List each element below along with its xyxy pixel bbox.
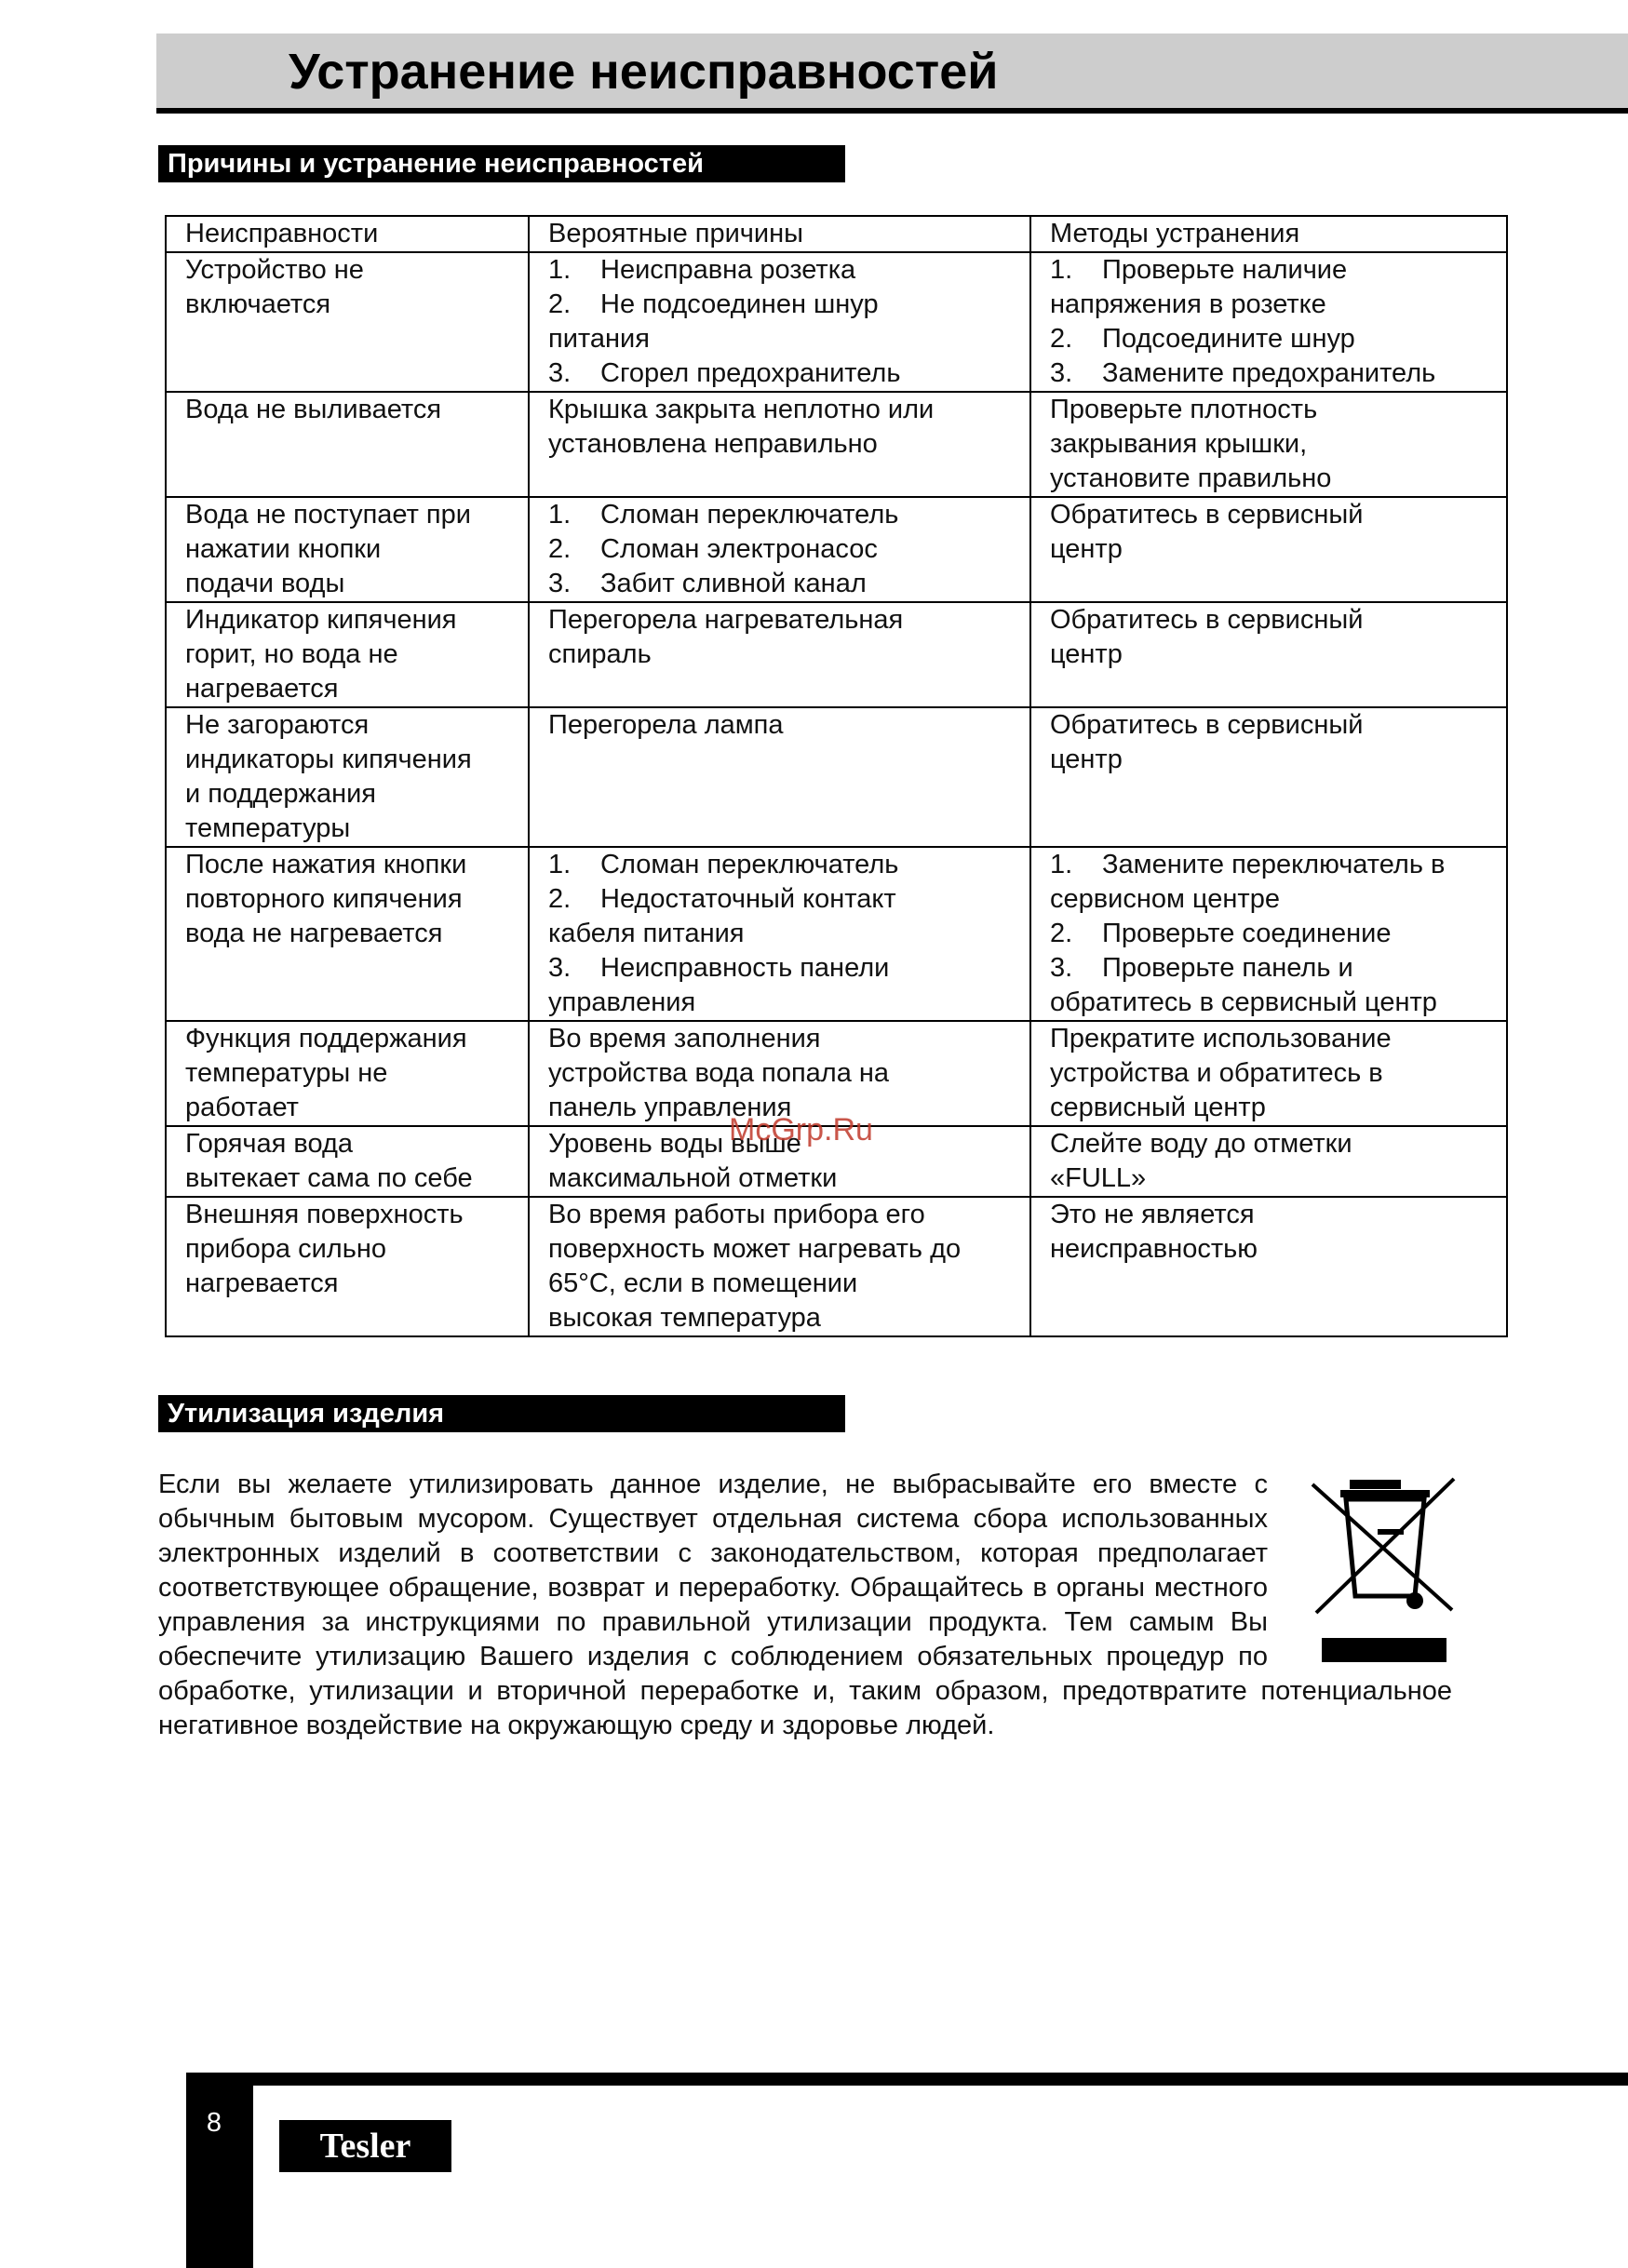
list-text: Обратитесь в сервисный (1050, 710, 1364, 740)
column-header-remedies: Методы устранения (1030, 216, 1507, 252)
problem-line: Внешняя поверхность (185, 1200, 464, 1229)
list-text: центр (1050, 745, 1123, 774)
table-row (166, 847, 1507, 1021)
remedies-line (1050, 637, 1497, 672)
table-row (166, 707, 1507, 847)
page-title: Устранение неисправностей (289, 44, 999, 100)
remedies-line (1050, 1091, 1497, 1125)
list-text: Во время заполнения (548, 1024, 821, 1053)
list-text: 65°C, если в помещении (548, 1268, 858, 1298)
list-text: обратитесь в сервисный центр (1050, 987, 1437, 1017)
page-number: 8 (206, 2108, 222, 2138)
list-text: Сломан переключатель (600, 500, 899, 530)
causes-line (548, 288, 1020, 322)
cell-remedies (1030, 392, 1507, 497)
causes-line (548, 1301, 1020, 1335)
cell-remedies (1030, 707, 1507, 847)
remedies-line (1050, 1022, 1497, 1056)
causes-line (548, 532, 1020, 567)
remedies-line (1050, 1161, 1497, 1196)
list-number: 1. (1050, 850, 1073, 879)
list-number: 2. (548, 884, 572, 914)
causes-line (548, 637, 1020, 672)
problem-line: температуры (185, 813, 351, 843)
problem-line: вытекает сама по себе (185, 1163, 473, 1193)
weee-crossed-bin-icon (1303, 1466, 1467, 1669)
list-text: Это не является (1050, 1200, 1255, 1229)
list-number: 3. (548, 569, 572, 598)
list-number: 3. (548, 358, 572, 388)
causes-line (548, 393, 1020, 427)
cell-problem (166, 847, 529, 1021)
causes-line (548, 603, 1020, 637)
cell-causes (529, 1021, 1030, 1126)
list-text: Уровень воды выше (548, 1129, 801, 1159)
list-text: Замените переключатель в (1102, 850, 1446, 879)
list-number: 2. (548, 534, 572, 564)
problem-line: и поддержания (185, 779, 376, 809)
remedies-line (1050, 356, 1497, 391)
causes-line (548, 708, 1020, 743)
cell-causes (529, 847, 1030, 1021)
cell-problem (166, 707, 529, 847)
list-text: спираль (548, 639, 652, 669)
cell-remedies (1030, 1021, 1507, 1126)
list-text: Сломан электронасос (600, 534, 878, 564)
list-text: управления (548, 987, 696, 1017)
remedies-line (1050, 1127, 1497, 1161)
problem-line: работает (185, 1093, 299, 1122)
cell-causes (529, 707, 1030, 847)
remedies-line (1050, 848, 1497, 882)
table-row (166, 497, 1507, 602)
causes-line (548, 1267, 1020, 1301)
list-text: Проверьте соединение (1102, 919, 1392, 948)
cell-problem (166, 1021, 529, 1126)
causes-line (548, 253, 1020, 288)
causes-line (548, 1056, 1020, 1091)
remedies-line (1050, 882, 1497, 917)
causes-line (548, 427, 1020, 462)
causes-line (548, 917, 1020, 951)
list-number: 2. (1050, 324, 1073, 354)
causes-line (548, 848, 1020, 882)
problem-line: Устройство не (185, 255, 364, 285)
list-text: Слейте воду до отметки (1050, 1129, 1352, 1159)
problem-line: прибора сильно (185, 1234, 386, 1264)
remedies-line (1050, 951, 1497, 986)
list-text: Перегорела лампа (548, 710, 784, 740)
causes-line (548, 1232, 1020, 1267)
problem-line: повторного кипячения (185, 884, 463, 914)
list-text: Сломан переключатель (600, 850, 899, 879)
list-text: высокая температура (548, 1303, 821, 1333)
causes-line (548, 1161, 1020, 1196)
list-number: 2. (548, 289, 572, 319)
cell-problem (166, 252, 529, 392)
list-text: Подсоедините шнур (1102, 324, 1355, 354)
list-number: 3. (1050, 953, 1073, 983)
remedies-line (1050, 427, 1497, 462)
section-header-disposal: Утилизация изделия (158, 1395, 845, 1432)
problem-line: нажатии кнопки (185, 534, 382, 564)
problem-line: горит, но вода не (185, 639, 398, 669)
cell-remedies (1030, 1197, 1507, 1336)
problem-line: Вода не поступает при (185, 500, 471, 530)
list-text: центр (1050, 534, 1123, 564)
list-text: Обратитесь в сервисный (1050, 500, 1364, 530)
column-header-problem: Неисправности (166, 216, 529, 252)
cell-remedies (1030, 252, 1507, 392)
list-text: Недостаточный контакт (600, 884, 896, 914)
table-row (166, 1021, 1507, 1126)
list-number: 3. (548, 953, 572, 983)
troubleshooting-table (165, 215, 1508, 1337)
table-header-row (166, 216, 1507, 252)
cell-problem (166, 1197, 529, 1336)
cell-causes (529, 392, 1030, 497)
list-text: «FULL» (1050, 1163, 1147, 1193)
list-text: напряжения в розетке (1050, 289, 1326, 319)
remedies-line (1050, 288, 1497, 322)
remedies-line (1050, 708, 1497, 743)
cell-remedies (1030, 497, 1507, 602)
list-text: Сгорел предохранитель (600, 358, 901, 388)
section-header-troubleshooting: Причины и устранение неисправностей (158, 145, 845, 182)
problem-line: вода не нагревается (185, 919, 443, 948)
causes-line (548, 567, 1020, 601)
remedies-line (1050, 1232, 1497, 1267)
brand-logo: Tesler (279, 2120, 451, 2172)
problem-line: Вода не выливается (185, 395, 442, 424)
list-number: 1. (1050, 255, 1073, 285)
list-text: Забит сливной канал (600, 569, 867, 598)
list-text: Во время работы прибора его (548, 1200, 925, 1229)
problem-line: нагревается (185, 1268, 339, 1298)
cell-problem (166, 602, 529, 707)
list-text: панель управления (548, 1093, 792, 1122)
cell-causes (529, 497, 1030, 602)
cell-problem (166, 1126, 529, 1197)
list-text: Замените предохранитель (1102, 358, 1436, 388)
title-bar (156, 34, 1628, 114)
list-text: поверхность может нагревать до (548, 1234, 962, 1264)
cell-remedies (1030, 1126, 1507, 1197)
causes-line (548, 1022, 1020, 1056)
causes-line (548, 498, 1020, 532)
problem-line: Не загораются (185, 710, 370, 740)
problem-line: Индикатор кипячения (185, 605, 457, 635)
problem-line: нагревается (185, 674, 339, 704)
list-text: Проверьте панель и (1102, 953, 1353, 983)
list-text: Обратитесь в сервисный (1050, 605, 1364, 635)
cell-causes (529, 1197, 1030, 1336)
footer-side-bar (186, 2073, 253, 2268)
problem-line: После нажатия кнопки (185, 850, 467, 879)
disposal-paragraph: Если вы желаете утилизировать данное изделие, не выбрасывайте его вместе с обычным бытовым мусором. Существует отдельная система сбора использованных электронных изделий в соответствии с законодательством, которая предполагает соответствующее обращение, возврат и переработку. Обращайтесь в органы местного управления за инструкциями по правильной утилизации продукта. Тем самым Вы обеспечите утилизацию Вашего изделия с соблюдением обязательных процедур по обработке, утилизации и вторичной переработке и, таким образом, предотвратите потенциальное негативное воздействие на окружающую среду и здоровье людей. (158, 1470, 1452, 1740)
table-row (166, 602, 1507, 707)
list-text: устройства вода попала на (548, 1058, 890, 1088)
list-text: установите правильно (1050, 463, 1332, 493)
problem-line: подачи воды (185, 569, 345, 598)
causes-line (548, 1198, 1020, 1232)
list-text: центр (1050, 639, 1123, 669)
table-row (166, 1197, 1507, 1336)
list-text: Не подсоединен шнур (600, 289, 879, 319)
list-text: Неисправность панели (600, 953, 890, 983)
cell-remedies (1030, 602, 1507, 707)
list-number: 1. (548, 850, 572, 879)
list-text: Перегорела нагревательная (548, 605, 904, 635)
causes-line (548, 986, 1020, 1020)
remedies-line (1050, 743, 1497, 777)
table-row (166, 392, 1507, 497)
list-number: 1. (548, 500, 572, 530)
list-number: 3. (1050, 358, 1073, 388)
list-text: сервисный центр (1050, 1093, 1266, 1122)
list-number: 1. (548, 255, 572, 285)
cell-causes (529, 252, 1030, 392)
cell-problem (166, 497, 529, 602)
list-text: Прекратите использование (1050, 1024, 1392, 1053)
remedies-line (1050, 986, 1497, 1020)
table-row (166, 252, 1507, 392)
remedies-line (1050, 253, 1497, 288)
problem-line: индикаторы кипячения (185, 745, 472, 774)
list-number: 2. (1050, 919, 1073, 948)
remedies-line (1050, 393, 1497, 427)
list-text: кабеля питания (548, 919, 745, 948)
watermark: McGrp.Ru (729, 1112, 873, 1147)
list-text: Проверьте плотность (1050, 395, 1318, 424)
list-text: Неисправна розетка (600, 255, 856, 285)
remedies-line (1050, 532, 1497, 567)
footer-rule (186, 2073, 1628, 2086)
problem-line: температуры не (185, 1058, 388, 1088)
list-text: максимальной отметки (548, 1163, 838, 1193)
list-text: сервисном центре (1050, 884, 1280, 914)
cell-problem (166, 392, 529, 497)
cell-causes (529, 602, 1030, 707)
causes-line (548, 951, 1020, 986)
cell-remedies (1030, 847, 1507, 1021)
causes-line (548, 322, 1020, 356)
list-text: неисправностью (1050, 1234, 1258, 1264)
problem-line: Горячая вода (185, 1129, 354, 1159)
remedies-line (1050, 322, 1497, 356)
list-text: питания (548, 324, 650, 354)
disposal-text-block (158, 1468, 1452, 1743)
column-header-causes: Вероятные причины (529, 216, 1030, 252)
remedies-line (1050, 917, 1497, 951)
remedies-line (1050, 1056, 1497, 1091)
causes-line (548, 356, 1020, 391)
remedies-line (1050, 1198, 1497, 1232)
remedies-line (1050, 498, 1497, 532)
list-text: устройства и обратитесь в (1050, 1058, 1383, 1088)
list-text: Проверьте наличие (1102, 255, 1348, 285)
problem-line: Функция поддержания (185, 1024, 467, 1053)
causes-line (548, 882, 1020, 917)
list-text: установлена неправильно (548, 429, 878, 459)
list-text: Крышка закрыта неплотно или (548, 395, 935, 424)
problem-line: включается (185, 289, 331, 319)
remedies-line (1050, 603, 1497, 637)
remedies-line (1050, 462, 1497, 496)
list-text: закрывания крышки, (1050, 429, 1308, 459)
